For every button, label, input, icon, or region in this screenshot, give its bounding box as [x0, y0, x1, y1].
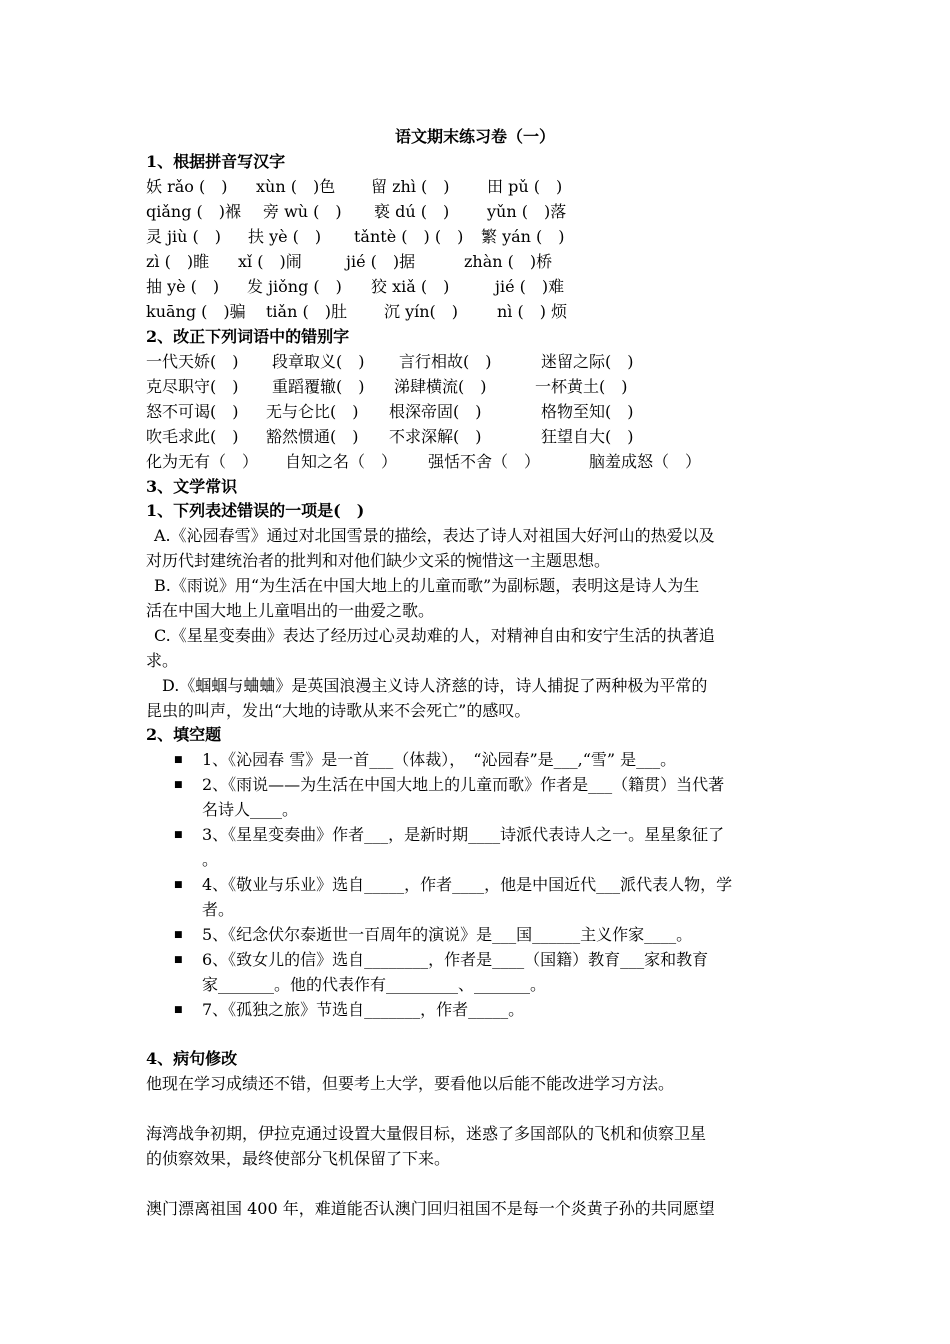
sentence-line: 海湾战争初期，伊拉克通过设置大量假目标，迷惑了多国部队的飞机和侦察卫星 — [146, 1124, 707, 1143]
pinyin-item: 繁 yán ( ) — [481, 227, 565, 246]
pinyin-item: nì ( ) 烦 — [497, 302, 568, 321]
typo-item: 根深帝固( ) — [389, 402, 482, 421]
pinyin-item: 留 zhì ( ) — [371, 177, 450, 196]
pinyin-item: zì ( )睢 — [146, 252, 210, 271]
fill-item: 7、《孤独之旅》节选自_______，作者_____。 — [202, 1000, 525, 1019]
pinyin-item: 灵 jiù ( ) — [146, 227, 222, 246]
fill-item: 5、《纪念伏尔泰逝世一百周年的演说》是___国______主义作家____。 — [202, 925, 693, 944]
option-a-line: A.《沁园春雪》通过对北国雪景的描绘，表达了诗人对祖国大好河山的热爱以及 — [154, 526, 715, 545]
section-heading-typos: 2、改正下列词语中的错别字 — [146, 327, 350, 346]
fill-item: 2、《雨说——为生活在中国大地上的儿童而歌》作者是___（籍贯）当代著 — [202, 775, 725, 794]
typo-item: 无与仑比( ) — [266, 402, 359, 421]
option-d-line: D.《蝈蝈与蛐蛐》是英国浪漫主义诗人济慈的诗，诗人捕捉了两种极为平常的 — [162, 676, 708, 695]
typo-item: 克尽职守( ) — [146, 377, 239, 396]
pinyin-item: 田 pǔ ( ) — [487, 177, 563, 196]
fill-item: 。 — [202, 850, 219, 869]
typo-item: 一杯黄土( ) — [535, 377, 628, 396]
pinyin-item: 狡 xiǎ ( ) — [371, 277, 450, 296]
bullet-icon: ■ — [174, 780, 183, 790]
option-b-line: 活在中国大地上儿童唱出的一曲爱之歌。 — [146, 601, 435, 620]
sentence-line: 的侦察效果，最终使部分飞机保留了下来。 — [146, 1149, 451, 1168]
bullet-icon: ■ — [174, 755, 183, 765]
option-d-line: 昆虫的叫声，发出“大地的诗歌从来不会死亡”的感叹。 — [146, 701, 531, 720]
fill-item: 6、《致女儿的信》选自________，作者是____（国籍）教育___家和教育 — [202, 950, 709, 969]
fill-item: 3、《星星变奏曲》作者___，是新时期____诗派代表诗人之一。星星象征了 — [202, 825, 725, 844]
option-a-line: 对历代封建统治者的批判和对他们缺少文采的惋惜这一主题思想。 — [146, 551, 611, 570]
bullet-icon: ■ — [174, 955, 183, 965]
bullet-icon: ■ — [174, 880, 183, 890]
fill-item: 家_______。他的代表作有_________、_______。 — [202, 975, 547, 994]
typo-item: 格物至知( ) — [541, 402, 634, 421]
typo-item: 豁然惯通( ) — [266, 427, 359, 446]
pinyin-item: 旁 wù ( ) — [263, 202, 342, 221]
typo-item: 自知之名（ ） — [285, 452, 398, 471]
typo-item: 不求深解( ) — [389, 427, 482, 446]
section-heading-sentences: 4、病句修改 — [146, 1049, 238, 1068]
typo-item: 狂望自大( ) — [541, 427, 634, 446]
pinyin-item: tǎntè ( ) ( ) — [354, 227, 464, 246]
pinyin-item: jié ( )据 — [346, 252, 416, 271]
typo-item: 怒不可谒( ) — [146, 402, 239, 421]
pinyin-item: kuāng ( )骗 — [146, 302, 246, 321]
page-title: 语文期末练习卷（一） — [394, 127, 555, 146]
typo-item: 化为无有（ ） — [146, 452, 259, 471]
fill-item: 1、《沁园春 雪》是一首___（体裁）， “沁园春”是___,“雪” 是___。 — [202, 750, 677, 769]
pinyin-item: 抽 yè ( ) — [146, 277, 220, 296]
bullet-icon: ■ — [174, 1005, 183, 1015]
pinyin-item: tiǎn ( )肚 — [266, 302, 347, 321]
pinyin-item: 妖 rǎo ( ) — [146, 177, 228, 196]
pinyin-item: 发 jiǒng ( ) — [247, 277, 342, 296]
pinyin-item: jié ( )难 — [495, 277, 565, 296]
fill-item: 名诗人____。 — [202, 800, 299, 819]
option-c-line: C.《星星变奏曲》表达了经历过心灵劫难的人，对精神自由和安宁生活的执著追 — [154, 626, 715, 645]
typo-item: 段章取义( ) — [272, 352, 365, 371]
sentence-line: 澳门漂离祖国 400 年，难道能否认澳门回归祖国不是每一个炎黄子孙的共同愿望 — [146, 1199, 715, 1218]
pinyin-item: yǔn ( )落 — [487, 202, 567, 221]
typo-item: 吹毛求此( ) — [146, 427, 239, 446]
pinyin-item: 沉 yín( ) — [384, 302, 459, 321]
section-heading-literature: 3、文学常识 — [146, 477, 238, 496]
typo-item: 迷留之际( ) — [541, 352, 634, 371]
typo-item: 重蹈覆辙( ) — [272, 377, 365, 396]
question-heading: 2、填空题 — [146, 725, 222, 744]
pinyin-item: 扶 yè ( ) — [248, 227, 322, 246]
pinyin-item: 亵 dú ( ) — [374, 202, 450, 221]
question-heading: 1、下列表述错误的一项是( ) — [146, 501, 365, 520]
option-c-line: 求。 — [146, 651, 179, 670]
pinyin-item: xǐ ( )闹 — [238, 252, 302, 271]
fill-item: 者。 — [202, 900, 235, 919]
typo-item: 一代天娇( ) — [146, 352, 239, 371]
typo-item: 涕肆横流( ) — [394, 377, 487, 396]
section-heading-pinyin: 1、根据拼音写汉字 — [146, 152, 286, 171]
typo-item: 强恬不舍（ ） — [428, 452, 541, 471]
pinyin-item: qiǎng ( )褓 — [146, 202, 242, 221]
option-b-line: B.《雨说》用“为生活在中国大地上的儿童而歌”为副标题，表明这是诗人为生 — [154, 576, 700, 595]
bullet-icon: ■ — [174, 830, 183, 840]
sentence-line: 他现在学习成绩还不错，但要考上大学，要看他以后能不能改进学习方法。 — [146, 1074, 675, 1093]
pinyin-item: zhàn ( )桥 — [464, 252, 553, 271]
typo-item: 言行相故( ) — [399, 352, 492, 371]
fill-item: 4、《敬业与乐业》选自_____，作者____，他是中国近代___派代表人物，学 — [202, 875, 733, 894]
pinyin-item: xùn ( )色 — [256, 177, 336, 196]
bullet-icon: ■ — [174, 930, 183, 940]
typo-item: 脑羞成怒（ ） — [589, 452, 702, 471]
